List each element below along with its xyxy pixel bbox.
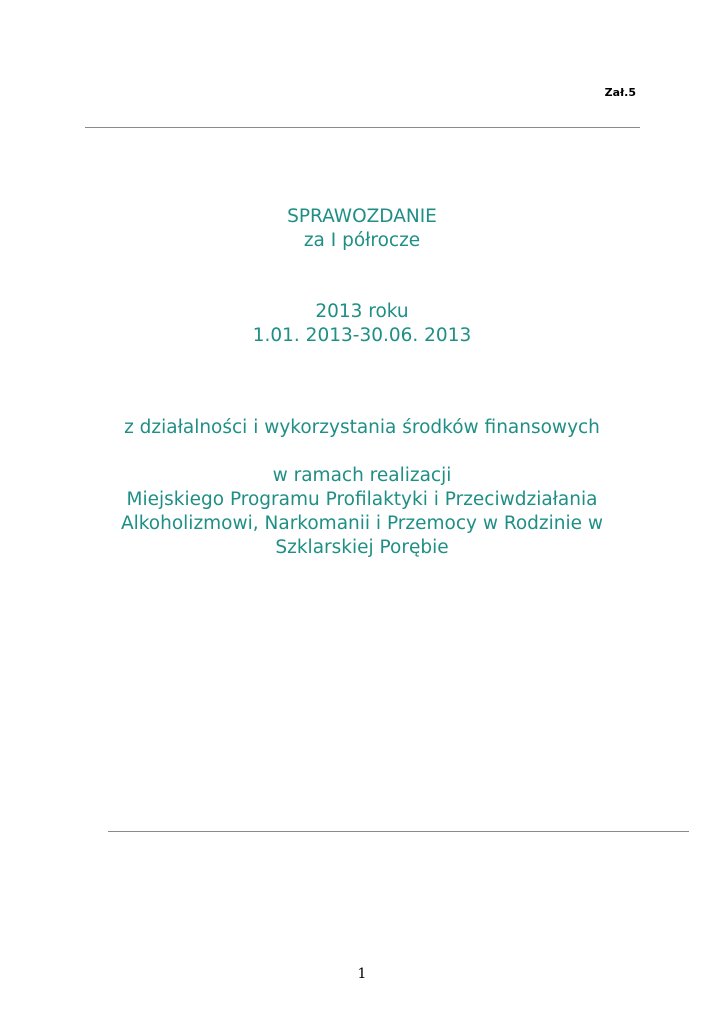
report-scope [0,416,724,440]
report-date-range: 1.01. 2013-30.06. 2013 [252,325,472,346]
program-line: Alkoholizmowi, Narkomanii i Przemocy w Rodzinie w [120,513,604,534]
report-period [0,300,724,348]
report-subtitle-line: za I półrocze [303,230,421,251]
program-line: Miejskiego Programu Profilaktyki i Przeciwdziałania [126,489,598,510]
report-scope-line: z działalności i wykorzystania środków finansowych [124,417,600,438]
program-line: Szklarskiej Porębie [275,537,449,558]
page-number: 1 [357,966,367,982]
report-title-line: SPRAWOZDANIE [287,206,437,227]
top-divider [85,127,640,128]
program-description [0,464,724,560]
report-year: 2013 roku [315,301,409,322]
program-line: w ramach realizacji [272,465,452,486]
bottom-divider [108,831,689,832]
attachment-label: Zał.5 [604,86,636,99]
report-title [0,205,724,253]
